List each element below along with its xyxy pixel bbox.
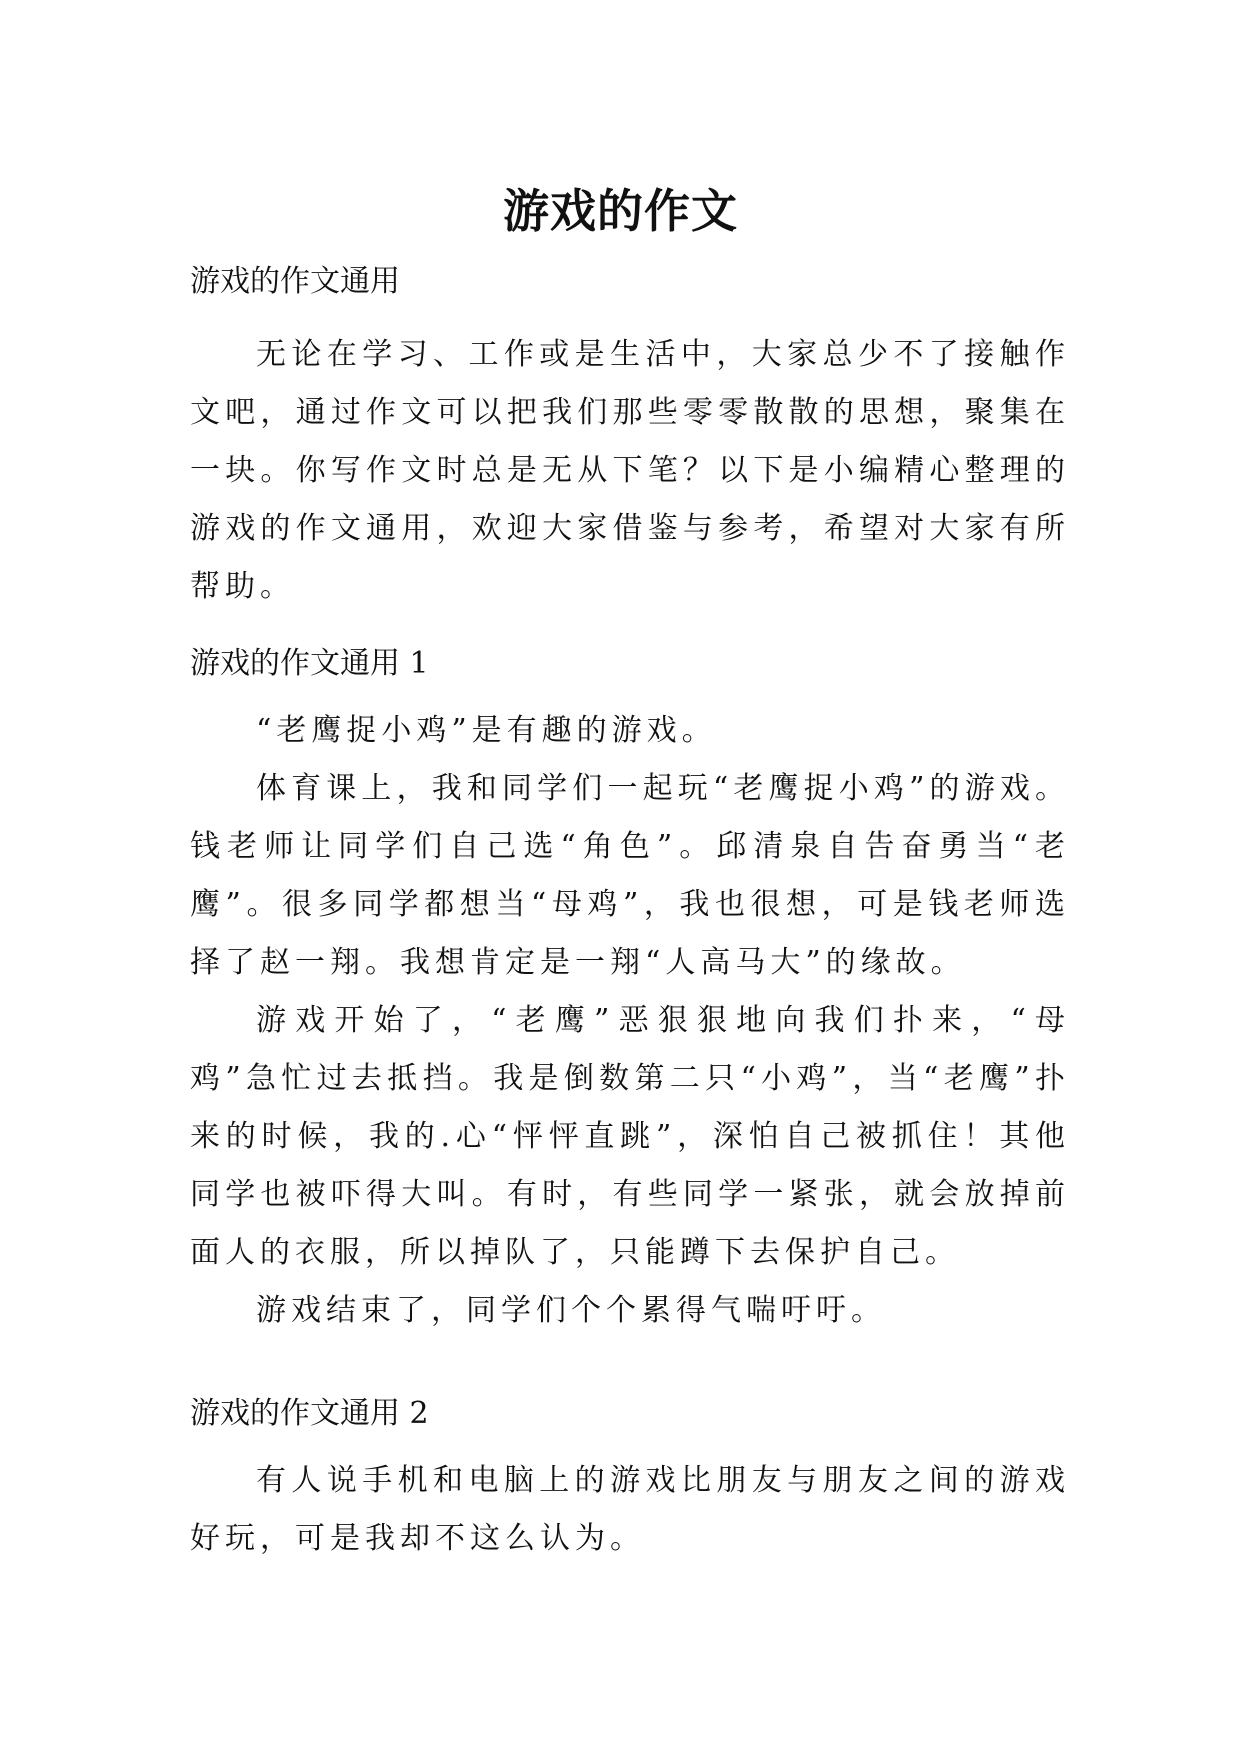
essay1-paragraph: 游戏开始了，“老鹰”恶狠狠地向我们扑来，“母鸡”急忙过去抵挡。我是倒数第二只“小鸡”，当“老鹰”扑来的时候，我的.心“怦怦直跳”，深怕自己被抓住！其他同学也被吓得大叫。有时，有些同学一紧张，就会放掉前面人的衣服，所以掉队了，只能蹲下去保护自己。 — [190, 1003, 1070, 1270]
essay1-paragraph: “老鹰捉小鸡”是有趣的游戏。 — [256, 713, 717, 748]
essay1-paragraph: 游戏结束了，同学们个个累得气喘吁吁。 — [256, 1293, 886, 1328]
essay2-section — [190, 1394, 1070, 1568]
essay1-section — [190, 644, 1070, 1340]
document-title: 游戏的作文 — [503, 183, 738, 238]
intro-heading: 游戏的作文通用 — [190, 264, 400, 299]
essay1-heading: 游戏的作文通用 1 — [190, 646, 429, 681]
intro-section — [190, 262, 1070, 616]
intro-paragraph: 无论在学习、工作或是生活中，大家总少不了接触作文吧，通过作文可以把我们那些零零散散的思想，聚集在一块。你写作文时总是无从下笔？以下是小编精心整理的游戏的作文通用，欢迎大家借鉴与参考，希望对大家有所帮助。 — [190, 337, 1070, 604]
essay2-heading: 游戏的作文通用 2 — [190, 1396, 429, 1431]
essay1-paragraph: 体育课上，我和同学们一起玩“老鹰捉小鸡”的游戏。钱老师让同学们自己选“角色”。邱清泉自告奋勇当“老鹰”。很多同学都想当“母鸡”，我也很想，可是钱老师选择了赵一翔。我想肯定是一翔“人高马大”的缘故。 — [190, 771, 1070, 980]
essay2-paragraph: 有人说手机和电脑上的游戏比朋友与朋友之间的游戏好玩，可是我却不这么认为。 — [190, 1463, 1070, 1556]
